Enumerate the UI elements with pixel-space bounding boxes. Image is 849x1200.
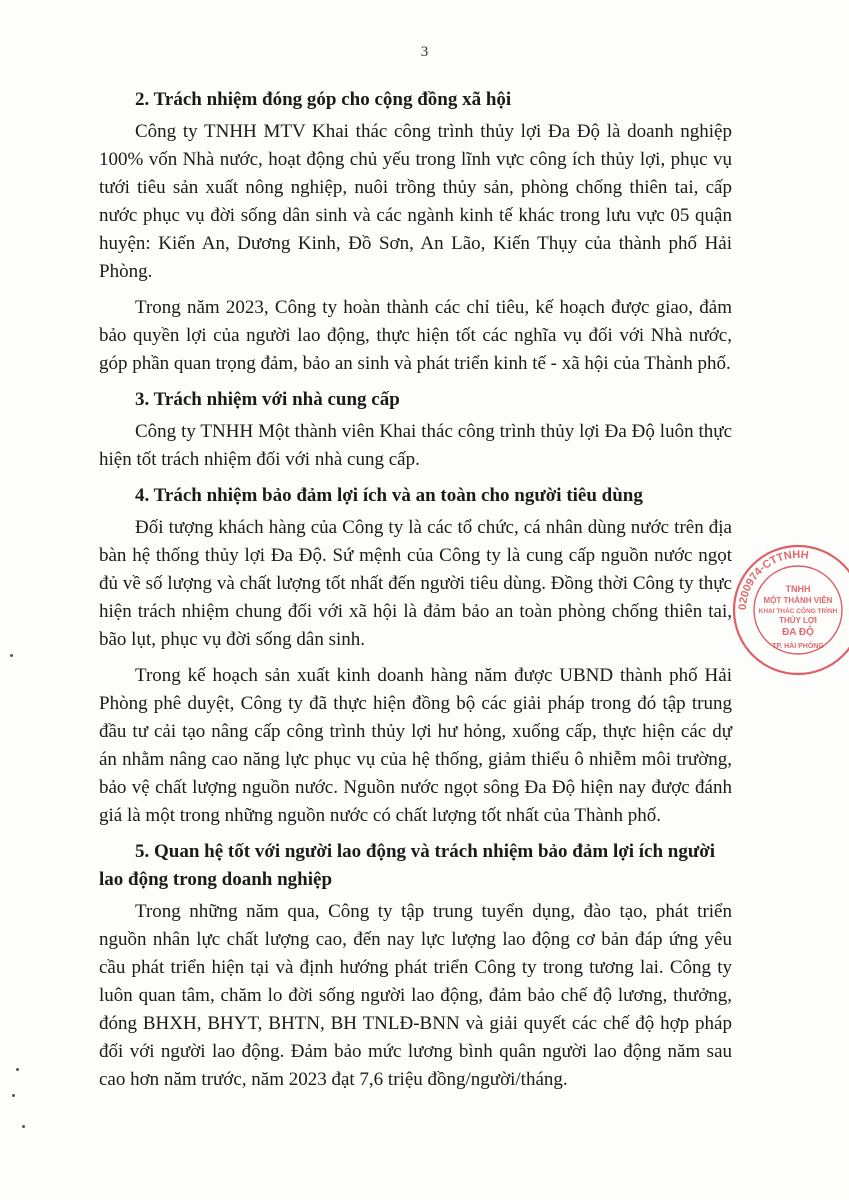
seal-line: MỘT THÀNH VIÊN: [763, 596, 833, 605]
scan-speck: [16, 1068, 19, 1071]
seal-line: KHAI THÁC CÔNG TRÌNH: [758, 608, 838, 615]
company-seal: [728, 540, 849, 680]
section-heading: 5. Quan hệ tốt với người lao động và trách nhiệm bảo đảm lợi ích người lao động trong doanh nghiệp: [99, 841, 716, 890]
paragraph: Trong kế hoạch sản xuất kinh doanh hàng năm được UBND thành phố Hải Phòng phê duyệt, Công ty đã thực hiện đồng bộ các giải pháp trong đó tập trung đầu tư cải tạo nâng cấp công trình thủy lợi hư hỏng, xuống cấp, thực hiện các dự án nhằm nâng cao năng lực phục vụ của hệ thống, giảm thiểu ô nhiễm môi trường, bảo vệ chất lượng nguồn nước. Nguồn nước ngọt sông Đa Độ hiện nay được đánh giá là một trong những nguồn nước có chất lượng tốt nhất của Thành phố.: [99, 665, 732, 826]
paragraph: Công ty TNHH Một thành viên Khai thác công trình thủy lợi Đa Độ luôn thực hiện tốt trách nhiệm đối với nhà cung cấp.: [99, 421, 732, 470]
section-2: [99, 86, 732, 378]
scan-speck: [22, 1125, 25, 1128]
paragraph: Trong những năm qua, Công ty tập trung tuyển dụng, đào tạo, phát triển nguồn nhân lực chất lượng cao, đến nay lực lượng lao động cơ bản đáp ứng yêu cầu phát triển hiện tại và định hướng phát triển Công ty trong tương lai. Công ty luôn quan tâm, chăm lo đời sống người lao động, đảm bảo chế độ lương, thưởng, đóng BHXH, BHYT, BHTN, BH TNLĐ-BNN và giải quyết các chế độ hợp pháp đối với người lao động. Đảm bảo mức lương bình quân người lao động năm sau cao hơn năm trước, năm 2023 đạt 7,6 triệu đồng/người/tháng.: [99, 901, 732, 1090]
paragraph: Trong năm 2023, Công ty hoàn thành các chỉ tiêu, kế hoạch được giao, đảm bảo quyền lợi của người lao động, thực hiện tốt các nghĩa vụ đối với Nhà nước, góp phần quan trọng đảm, bảo an sinh và phát triển kinh tế - xã hội của Thành phố.: [99, 297, 732, 374]
document-body: [99, 78, 732, 1102]
section-heading: 3. Trách nhiệm với nhà cung cấp: [135, 389, 400, 410]
seal-line: TNHH: [785, 584, 811, 594]
section-heading: 4. Trách nhiệm bảo đảm lợi ích và an toàn cho người tiêu dùng: [135, 485, 643, 506]
scan-speck: [12, 1094, 15, 1097]
paragraph: Công ty TNHH MTV Khai thác công trình thủy lợi Đa Độ là doanh nghiệp 100% vốn Nhà nước, hoạt động chủ yếu trong lĩnh vực công ích thủy lợi, phục vụ tưới tiêu sản xuất nông nghiệp, nuôi trồng thủy sản, phòng chống thiên tai, cấp nước phục vụ đời sống dân sinh và các ngành kinh tế khác trong lưu vực 05 quận huyện: Kiến An, Dương Kinh, Đồ Sơn, An Lão, Kiến Thụy của thành phố Hải Phòng.: [99, 121, 732, 282]
page-number: 3: [420, 44, 429, 60]
svg-text:0200974-CTTNHH: [737, 549, 809, 610]
seal-line: ĐA ĐỘ: [782, 627, 814, 638]
section-5: [99, 838, 732, 1094]
section-heading: 2. Trách nhiệm đóng góp cho cộng đồng xã hội: [135, 89, 512, 110]
section-3: [99, 386, 732, 474]
paragraph: Đối tượng khách hàng của Công ty là các tổ chức, cá nhân dùng nước trên địa bàn hệ thống thủy lợi Đa Độ. Sứ mệnh của Công ty là cung cấp nguồn nước ngọt đủ về số lượng và chất lượng tốt nhất đến người tiêu dùng. Đồng thời Công ty thực hiện trách nhiệm chung đối với xã hội là đảm bảo an toàn phòng chống thiên tai, bão lụt, phục vụ đời sống dân sinh.: [99, 517, 732, 650]
seal-arc-text: 0200974-CTTNHH: [736, 548, 810, 611]
section-4: [99, 482, 732, 830]
seal-line: TP. HẢI PHÒNG: [772, 643, 824, 650]
seal-line: THỦY LỢI: [779, 616, 817, 625]
scan-speck: [10, 654, 13, 657]
